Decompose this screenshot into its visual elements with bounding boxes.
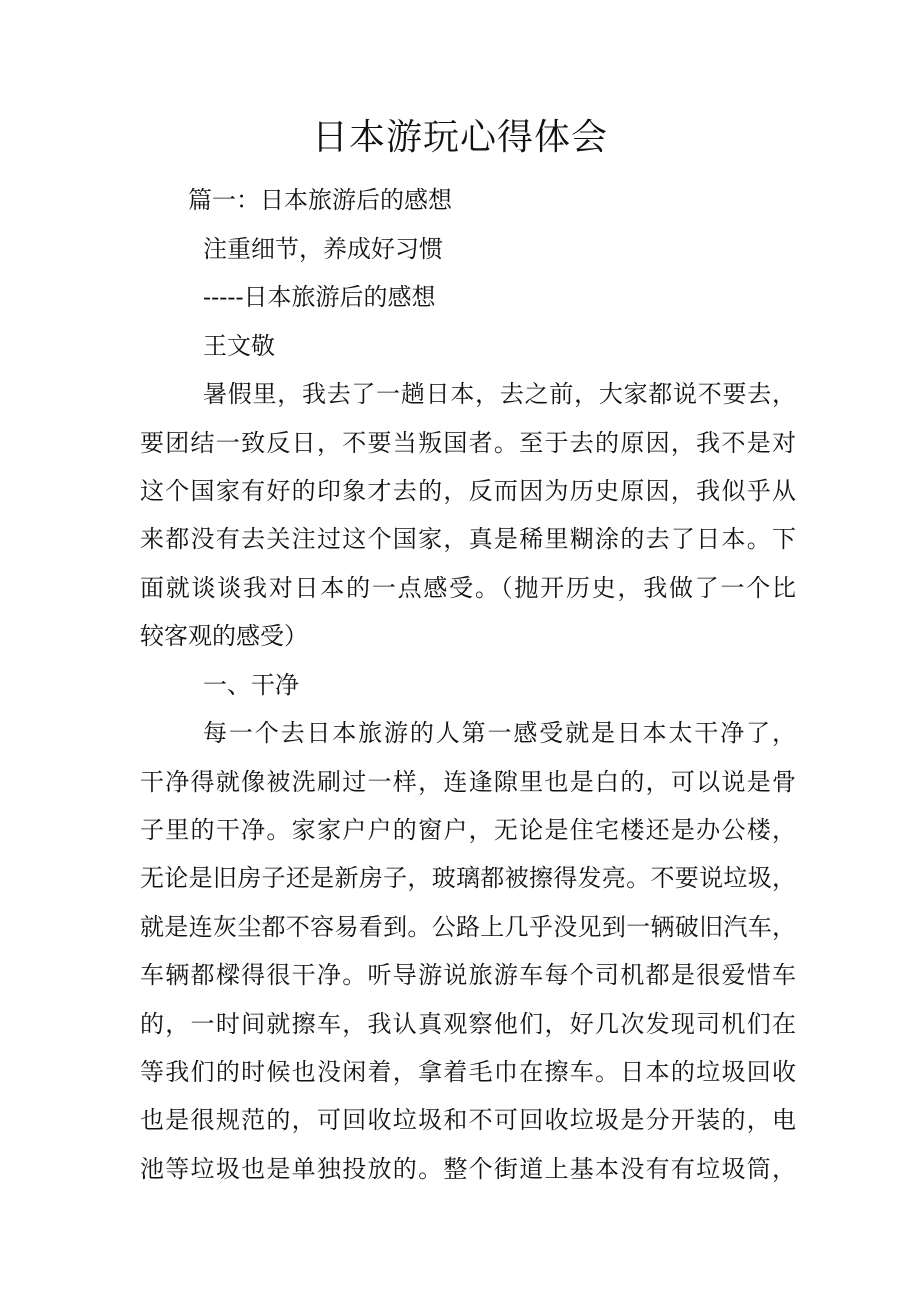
subsection-heading: 一、干净 [203,671,299,699]
paragraph-1-line: 暑假里，我去了一趟日本，去之前，大家都说不要去， [203,380,796,408]
paragraph-2-line: 就是连灰尘都不容易看到。公路上几乎没见到一辆破旧汽车， [140,913,796,941]
paragraph-1-line: 要团结一致反日，不要当叛国者。至于去的原因，我不是对 [140,429,796,457]
paragraph-2-line: 子里的干净。家家户户的窗户，无论是住宅楼还是办公楼， [140,816,796,844]
document-title: 日本游玩心得体会 [311,117,608,158]
essay-subtitle: -----日本旅游后的感想 [203,283,436,311]
paragraph-1-line: 面就谈谈我对日本的一点感受。（抛开历史，我做了一个比 [140,574,796,602]
paragraph-2-line: 无论是旧房子还是新房子，玻璃都被擦得发亮。不要说垃圾， [140,864,796,892]
paragraph-1-line: 较客观的感受） [140,622,308,650]
paragraph-2-line: 也是很规范的，可回收垃圾和不可回收垃圾是分开装的，电 [140,1106,796,1134]
section-heading: 篇一：日本旅游后的感想 [188,186,452,214]
paragraph-1-line: 这个国家有好的印象才去的，反而因为历史原因，我似乎从 [140,477,796,505]
author-name: 王文敬 [203,332,275,360]
paragraph-2-line: 每一个去日本旅游的人第一感受就是日本太干净了， [203,719,796,747]
paragraph-2-line: 池等垃圾也是单独投放的。整个街道上基本没有有垃圾筒， [140,1155,796,1183]
paragraph-2-line: 干净得就像被洗刷过一样，连逢隙里也是白的，可以说是骨 [140,768,796,796]
paragraph-2-line: 等我们的时候也没闲着，拿着毛巾在擦车。日本的垃圾回收 [140,1058,796,1086]
paragraph-1-line: 来都没有去关注过这个国家，真是稀里糊涂的去了日本。下 [140,525,796,553]
paragraph-2-line: 的，一时间就擦车，我认真观察他们，好几次发现司机们在 [140,1010,796,1038]
paragraph-2-line: 车辆都樑得很干净。听导游说旅游车每个司机都是很爱惜车 [140,961,796,989]
page-corner-mark: · [148,1234,150,1241]
essay-title: 注重细节，养成好习惯 [203,235,443,263]
